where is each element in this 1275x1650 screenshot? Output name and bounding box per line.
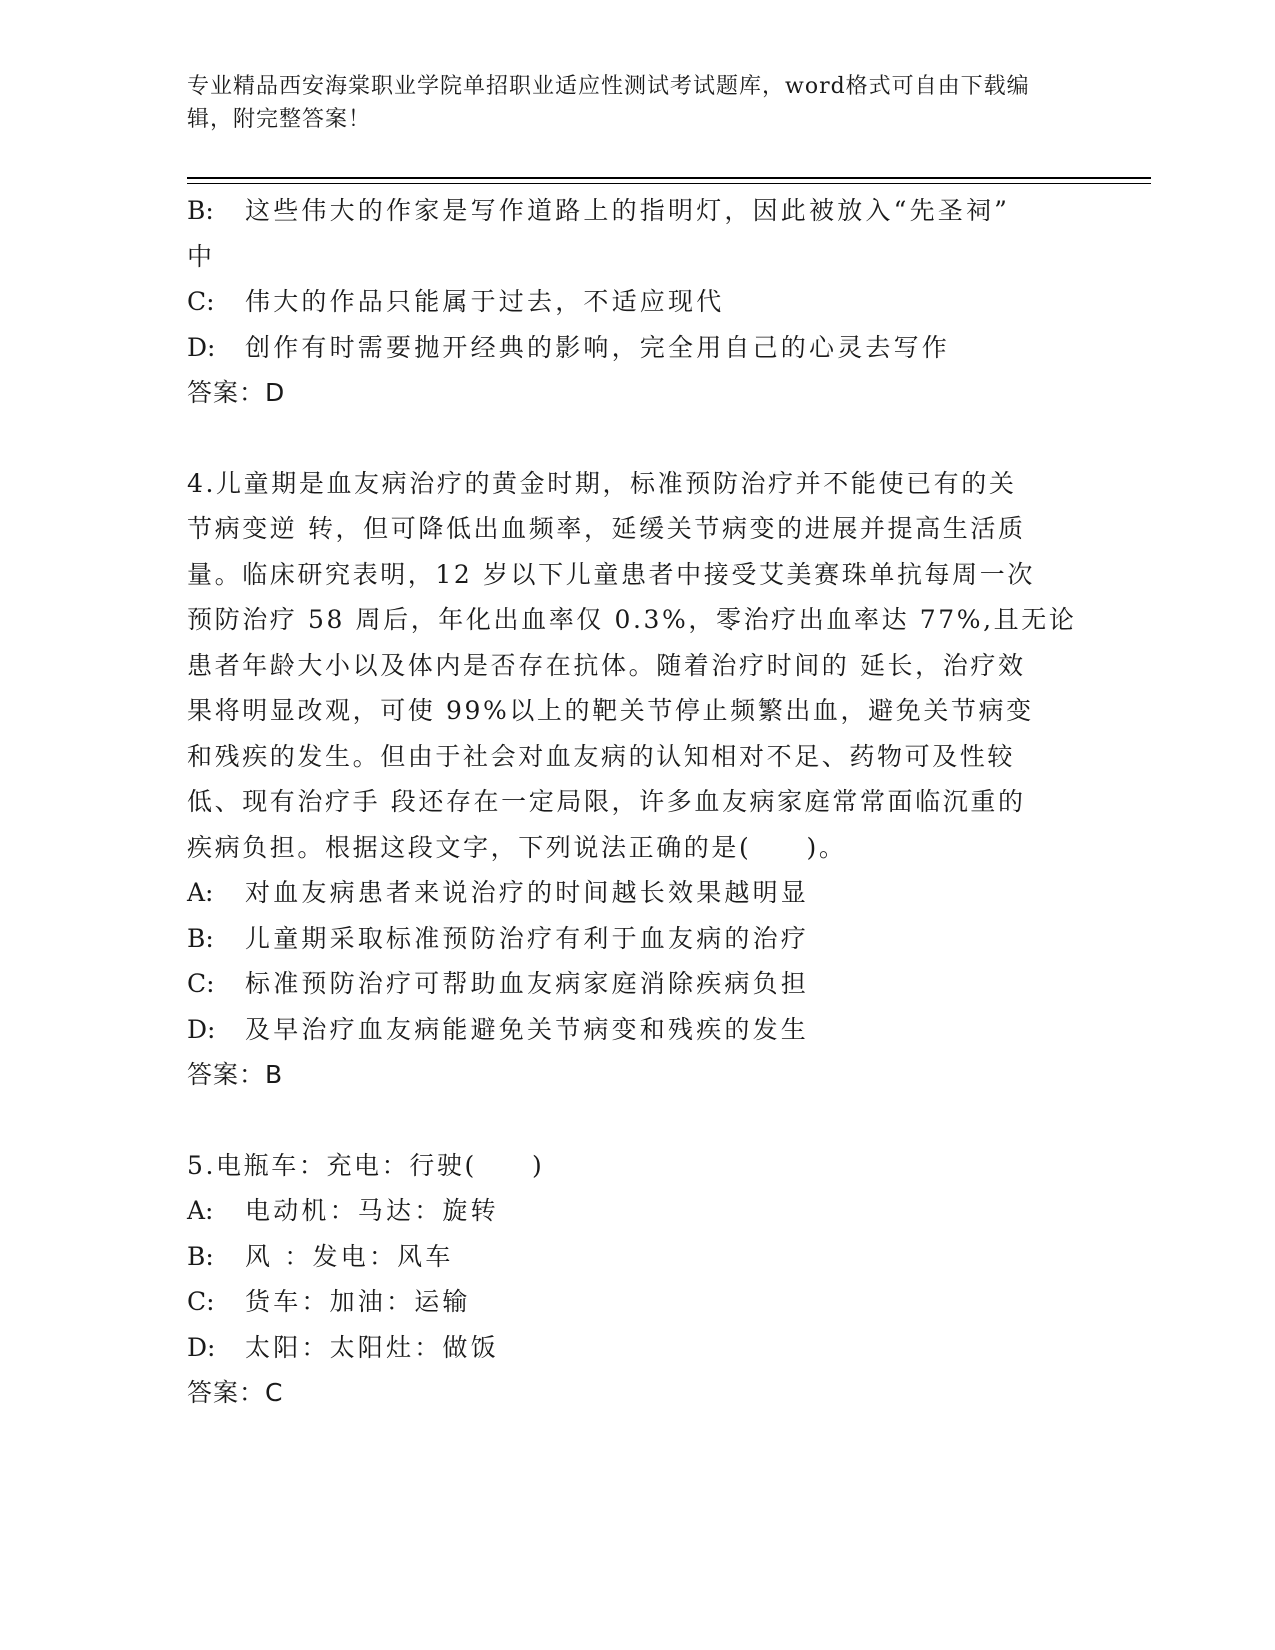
q3-answer: 答案：D <box>187 378 286 407</box>
option-key: A: <box>187 878 214 907</box>
q5-option-b <box>187 1234 1077 1280</box>
option-text: 儿童期采取标准预防治疗有利于血友病的治疗 <box>245 923 810 953</box>
q3-option-b-continuation: 中 <box>187 241 215 271</box>
question-4 <box>187 461 1077 1098</box>
q4-stem-line: 患者年龄大小以及体内是否存在抗体。随着治疗时间的 延长，治疗效 <box>187 650 1026 680</box>
page-header: 专业精品西安海棠职业学院单招职业适应性测试考试题库，word格式可自由下载编辑，附完整答案！ <box>187 74 1030 132</box>
q5-option-d <box>187 1325 1077 1371</box>
q5-option-c <box>187 1279 1077 1325</box>
option-key: B: <box>187 196 214 225</box>
option-key: D: <box>187 1014 216 1044</box>
option-key: D: <box>187 1332 216 1362</box>
option-text: 及早治疗血友病能避免关节病变和残疾的发生 <box>245 1014 810 1044</box>
q4-stem-line: 量。临床研究表明，12 岁以下儿童患者中接受艾美赛珠单抗每周一次 <box>187 559 1035 589</box>
option-key: C: <box>187 287 215 316</box>
q5-option-a <box>187 1188 1077 1234</box>
q4-stem-line: 果将明显改观，可使 99%以上的靶关节停止频繁出血，避免关节病变 <box>187 696 1034 725</box>
q5-answer: 答案：C <box>187 1378 284 1407</box>
q4-option-a <box>187 870 1077 916</box>
option-text: 标准预防治疗可帮助血友病家庭消除疾病负担 <box>245 969 810 998</box>
option-key: B: <box>187 923 214 953</box>
q4-stem-line: 疾病负担。根据这段文字，下列说法正确的是( )。 <box>187 832 847 862</box>
q4-stem-line: 和残疾的发生。但由于社会对血友病的认知相对不足、药物可及性较 <box>187 741 1016 771</box>
option-text: 太阳：太阳灶：做饭 <box>245 1332 499 1362</box>
option-text: 这些伟大的作家是写作道路上的指明灯，因此被放入“先圣祠” <box>245 196 1011 225</box>
option-key: C: <box>187 969 215 998</box>
q4-option-d <box>187 1007 1077 1053</box>
question-3 <box>187 188 1077 416</box>
q3-option-b <box>187 188 1077 234</box>
option-key: C: <box>187 1287 215 1316</box>
spacer <box>187 416 1077 461</box>
q4-answer: 答案：B <box>187 1060 284 1089</box>
q4-stem-line: 4.儿童期是血友病治疗的黄金时期，标准预防治疗并不能使已有的关 <box>187 468 1017 498</box>
q3-option-c <box>187 279 1077 325</box>
option-text: 伟大的作品只能属于过去，不适应现代 <box>245 287 725 316</box>
option-text: 创作有时需要抛开经典的影响，完全用自己的心灵去写作 <box>245 332 951 362</box>
document-body <box>187 188 1077 1416</box>
q4-stem-line: 节病变逆 转，但可降低出血频率，延缓关节病变的进展并提高生活质 <box>187 514 1026 543</box>
option-text: 对血友病患者来说治疗的时间越长效果越明显 <box>245 878 810 907</box>
option-text: 风 ：发电：风车 <box>245 1241 454 1271</box>
option-key: A: <box>187 1196 214 1225</box>
option-key: B: <box>187 1241 214 1271</box>
question-5 <box>187 1143 1077 1416</box>
header-rule-thin <box>187 183 1151 184</box>
header-rule-thick <box>187 177 1151 179</box>
q4-option-b <box>187 916 1077 962</box>
q4-stem-line: 预防治疗 58 周后，年化出血率仅 0.3%，零治疗出血率达 77%,且无论 <box>187 605 1077 634</box>
option-key: D: <box>187 332 216 362</box>
spacer <box>187 1098 1077 1143</box>
option-text: 货车：加油：运输 <box>245 1287 471 1316</box>
q4-stem-line: 低、现有治疗手 段还存在一定局限，许多血友病家庭常常面临沉重的 <box>187 787 1026 816</box>
q5-stem: 5.电瓶车：充电：行驶( ) <box>187 1150 545 1180</box>
option-text: 电动机：马达：旋转 <box>245 1196 499 1225</box>
q4-option-c <box>187 961 1077 1007</box>
q3-option-d <box>187 325 1077 371</box>
